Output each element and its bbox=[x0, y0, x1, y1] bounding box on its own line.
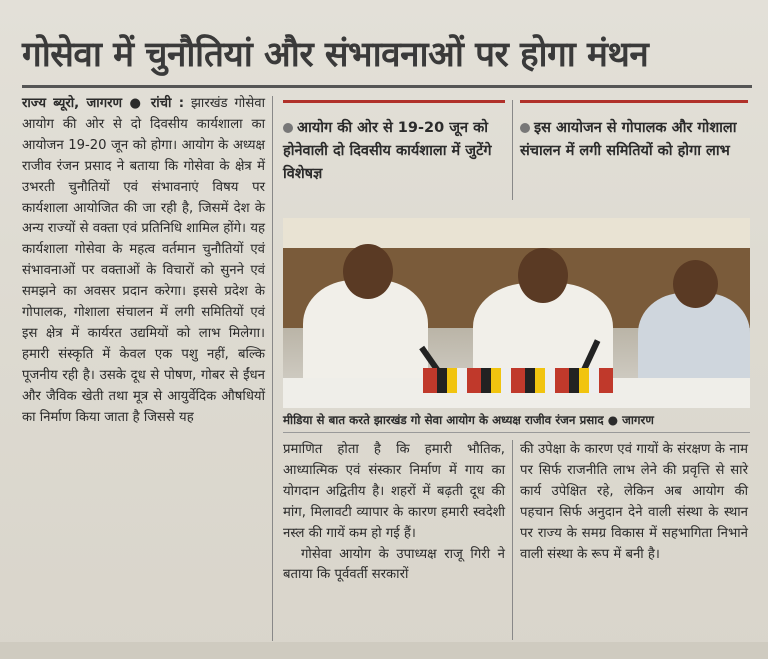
photo-head-left bbox=[343, 244, 393, 299]
press-photo bbox=[283, 218, 750, 408]
article-column-2 bbox=[283, 440, 505, 586]
photo-head-center bbox=[518, 248, 568, 303]
article-column-1 bbox=[22, 94, 265, 429]
pointer-2-text: इस आयोजन से गोपालक और गोशाला संचालन में लगी समितियों को होगा लाभ bbox=[520, 120, 737, 159]
column-2b-text: गोसेवा आयोग के उपाध्यक्ष राजू गिरी ने बताया कि पूर्ववर्ती सरकारों bbox=[283, 546, 505, 583]
photo-banner bbox=[283, 218, 750, 248]
caption-brand: ● जागरण bbox=[607, 413, 654, 427]
bullet-icon bbox=[283, 123, 293, 133]
dateline: राज्य ब्यूरो, जागरण ● रांची : bbox=[22, 96, 185, 111]
bullet-icon bbox=[520, 123, 530, 133]
pointer-box-1 bbox=[283, 100, 505, 207]
column-divider bbox=[272, 96, 273, 641]
column-1-text: झारखंड गोसेवा आयोग की ओर से दो दिवसीय कार्यशाला का आयोजन 19-20 जून को होगा। आयोग के अध्यक्ष राजीव रंजन प्रसाद ने बताया कि गोसेवा के क्षेत्र में उभरती चुनौतियों एवं संभावनाएं विषय पर कार्यशाला आयोजित की जा रही है, जिसमें देश के अन्य राज्यों से वक्ता एवं प्रतिनिधि शामिल होंगे। यह कार्यशाला गोसेवा के महत्व वर्तमान चुनौतियों एवं संभावनाओं पर वक्ताओं के विचारों को सुनने एवं समझने का अवसर प्रदान करेगा। इससे प्रदेश के गोपालक, गोशाला संचालन में लगी समितियों एवं इस क्षेत्र में कार्यरत उद्यमियों को लाभ मिलेगा। हमारी संस्कृति में केवल एक पशु नहीं, बल्कि पूजनीय रही है। उसके दूध से पोषण, गोबर से ईंधन और जैविक खेती तथा मूत्र से आयुर्वेदिक औषधियों का निर्माण किया जाता है जिससे यह bbox=[22, 96, 265, 425]
photo-mic-cluster bbox=[423, 368, 613, 393]
column-divider bbox=[512, 440, 513, 640]
headline-rule bbox=[22, 85, 752, 88]
headline: गोसेवा में चुनौतियां और संभावनाओं पर होगा मंथन bbox=[22, 35, 649, 75]
pointer-1-text: आयोग की ओर से 19-20 जून को होनेवाली दो दिवसीय कार्यशाला में जुटेंगे विशेषज्ञ bbox=[283, 120, 492, 182]
photo-caption bbox=[283, 412, 750, 433]
caption-text: मीडिया से बात करते झारखंड गो सेवा आयोग के अध्यक्ष राजीव रंजन प्रसाद bbox=[283, 413, 604, 427]
pointer-divider bbox=[512, 100, 513, 200]
column-3-text: की उपेक्षा के कारण एवं गायों के संरक्षण के नाम पर सिर्फ राजनीति लाभ लेने की प्रवृत्ति से सारे कार्य उपेक्षित रहे, लेकिन अब आयोग की पहचान सिर्फ अनुदान देने वाली संस्था के स्थान पर राज्य के समग्र विकास में सहभागिता निभाने वाली संस्था के रूप में बनी है। bbox=[520, 442, 748, 562]
column-2-text: प्रमाणित होता है कि हमारी भौतिक, आध्यात्मिक एवं संस्कार निर्माण में गाय का योगदान अद्वितीय है। शहरों में बढ़ती दूध की मांग, मिलावटी व्यापार के कारण हमारी स्वदेशी नस्ल की गायें कम हो गई हैं। bbox=[283, 442, 505, 541]
pointer-box-2 bbox=[520, 100, 748, 207]
photo-head-right bbox=[673, 260, 718, 308]
article-column-3 bbox=[520, 440, 748, 565]
page-bottom-strip bbox=[0, 642, 768, 659]
